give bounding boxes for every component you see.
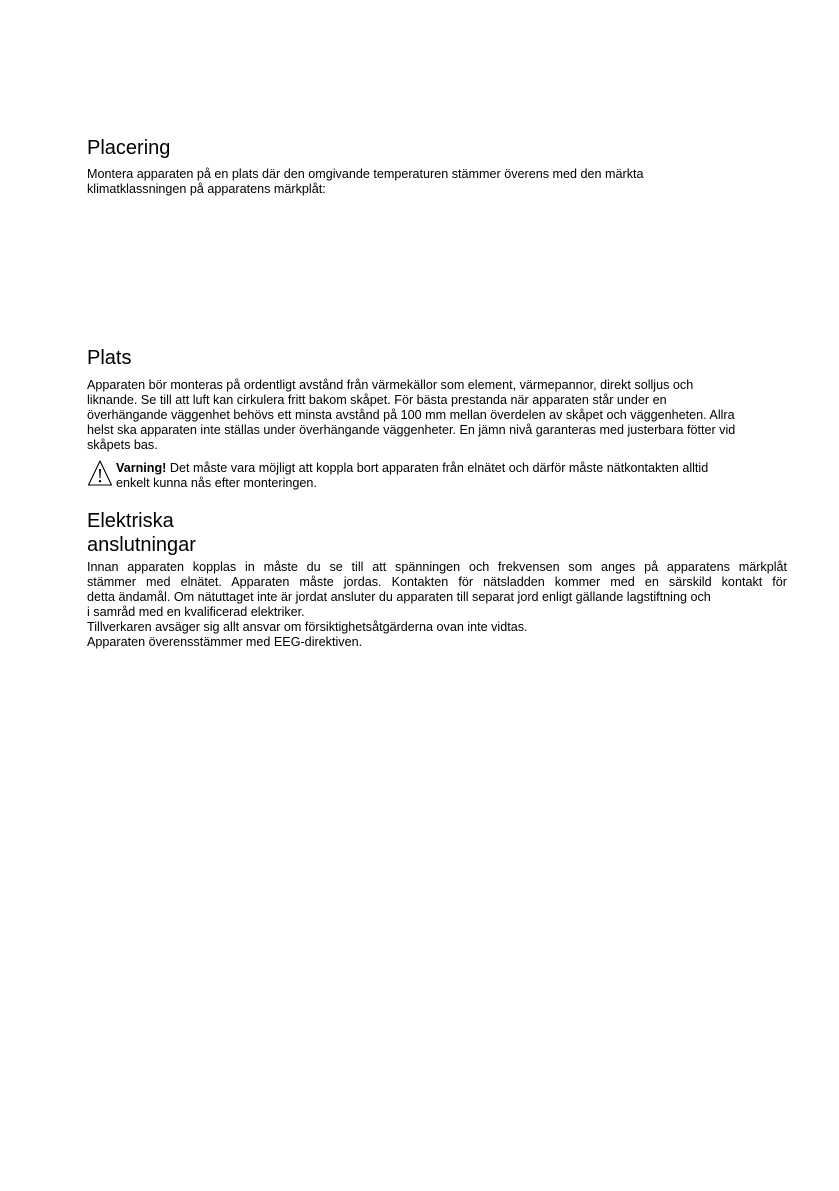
heading-line: anslutningar (87, 534, 196, 556)
text-line: Apparaten bör monteras på ordentligt avstånd från värmekällor som element, värmepannor, direkt solljus och (87, 378, 694, 392)
warning-label: Varning! (116, 461, 167, 475)
text-line: överhängande väggenhet behövs ett minsta avstånd på 100 mm mellan överdelen av skåpet och väggenheten. Allra (87, 408, 735, 422)
paragraph-elektriska (87, 560, 787, 650)
text-line: skåpets bas. (87, 438, 158, 452)
heading-line: Elektriska (87, 510, 174, 532)
warning-line: Det måste vara möjligt att koppla bort apparaten från elnätet och därför måste nätkontakten alltid (166, 461, 709, 475)
warning-icon (87, 459, 113, 489)
text-line: detta ändamål. Om nätuttaget inte är jordat ansluter du apparaten till separat jord enligt gällande lagstiftning och (87, 590, 711, 604)
text-line: stämmer med elnätet. Apparaten måste jordas. Kontakten för nätsladden kommer med en särskild kontakt för (87, 575, 787, 589)
text-line: i samråd med en kvalificerad elektriker. (87, 605, 305, 619)
text-line: klimatklassningen på apparatens märkplåt: (87, 182, 326, 196)
text-line: Tillverkaren avsäger sig allt ansvar om försiktighetsåtgärderna ovan inte vidtas. (87, 620, 528, 634)
heading-placering: Placering (87, 137, 171, 159)
text-line: Montera apparaten på en plats där den omgivande temperaturen stämmer överens med den märkta (87, 167, 644, 181)
heading-plats: Plats (87, 347, 132, 369)
warning-text (116, 461, 708, 491)
text-line: Innan apparaten kopplas in måste du se till att spänningen och frekvensen som anges på apparatens märkplåt (87, 560, 787, 574)
warning-line: enkelt kunna nås efter monteringen. (116, 476, 317, 490)
text-line: liknande. Se till att luft kan cirkulera fritt bakom skåpet. För bästa prestanda när apparaten står under en (87, 393, 667, 407)
paragraph-placering (87, 167, 787, 197)
text-line: helst ska apparaten inte ställas under överhängande väggenheter. En jämn nivå garanteras med justerbara fötter vid (87, 423, 736, 437)
heading-elektriska-anslutningar (87, 509, 196, 557)
text-line: Apparaten överensstämmer med EEG-direktiven. (87, 635, 363, 649)
paragraph-plats (87, 378, 787, 453)
